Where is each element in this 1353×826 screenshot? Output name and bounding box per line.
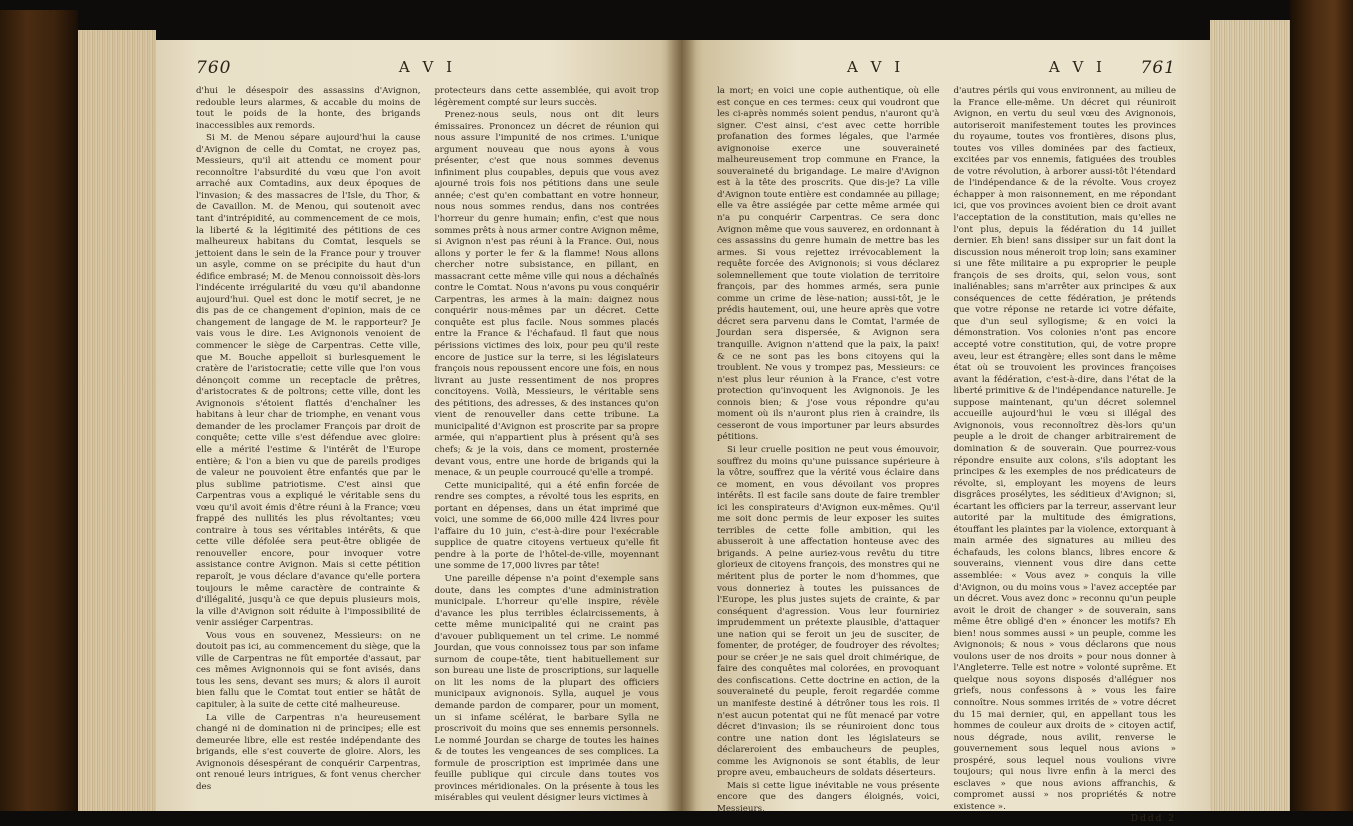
left-page [156,40,681,811]
paragraph: Vous vous en souvenez, Messieurs: on ne doutoit pas ici, au commencement du siège, que la ville de Carpentras ne fût emportée d'assaut, par ces mêmes Avignonnois qui se font avisés, dans tous les sens, devant ses murs; & alors il auroit bien fallu que le Comtat tout entier se hâtât de capituler, à la suite de cette cité malheureuse. [196,630,421,710]
running-head-right [717,58,1176,82]
right-page [681,40,1210,825]
paragraph: Si leur cruelle position ne peut vous émouvoir, souffrez du moins qu'une puissance supérieure à la vôtre, souffrez que la vérité vous éclaire dans ce moment, en vous dévoilant vos propres intérêts. Il est facile sans doute de faire trembler ici les conspirateurs d'Avignon eux-mêmes. Qu'il me soit donc permis de leur exposer les suites terribles de cette folle ambition, qui les abusseroit à une affectation honteuse avec des brigands. A peine auriez-vous revêtu du titre glorieux de citoyens françois, des monstres qui ne méritent plus de porter le nom d'hommes, que vous donneriez à toutes les puissances de l'Europe, les plus justes sujets de crainte, & par conséquent d'agression. Vous leur fourniriez imprudemment un prétexte plausible, d'attaquer une nation qui se feroit un jeu de susciter, de fomenter, de protéger, de foudroyer des révoltes; pour se créer je ne sais quel droit chimérique, de faire des conquêtes mal colorées, en provoquant des confiscations. Cette doctrine en action, de la souveraineté du peuple, feroit regardée comme un manifeste destiné à détrôner tous les rois. Il n'est aucun potentat qui ne fût menacé par votre décret d'invasion; ils se réuniroient donc tous contre une nation dont les législateurs se déclareroient des embaucheurs de peuples, comme les Avignonois se sont établis, de leur propre aveu, embaucheurs de soldats déserteurs. [717,444,940,779]
right-page-columns [717,86,1176,826]
right-column-1 [717,86,940,826]
book-gutter [666,40,696,811]
book-cover-right [1290,0,1353,811]
paragraph: protecteurs dans cette assemblée, qui avoit trop légèrement compté sur leurs succès. [434,86,659,108]
paragraph: Une pareille dépense n'a point d'exemple sans doute, dans les comptes d'une administration municipale. L'horreur qu'elle inspire, révèle d'avance les plus terribles éclaircissements, à cette même municipalité qui ne craint pas d'avouer publiquement un tel crime. Le nommé Jourdan, que vous connoissez tous par son infame surnom de coupe-tête, tient habituellement sur son bureau une liste de proscriptions, sur laquelle on lit les noms de la plupart des officiers municipaux avignonois. Sylla, auquel je vous demande pardon de comparer, pour un moment, un si infame scélérat, le barbare Sylla ne proscrivoit du moins que ses ennemis personnels. Le nommé Jourdan se charge de toutes les haines & de toutes les vengeances de ses complices. La formule de proscription est imprimée dans une feuille publique qui circule dans toutes vos provinces méridionales. On la présente à tous les misérables qui veulent désigner leurs victimes à [434,573,659,804]
left-column-1 [196,86,421,805]
paragraph: Mais si cette ligue inévitable ne vous présente encore que des dangers éloignés, voici, Messieurs, [717,780,940,814]
page-number-right: 761 [1140,58,1176,78]
page-edges-left [78,30,156,811]
left-page-columns [196,86,659,805]
book-cover-left [0,10,78,811]
paragraph: la mort; en voici une copie authentique, où elle est conçue en ces termes: ceux qui voudront que les ci-après nommés soient pendus, n'auront qu'à signer. C'est ainsi, c'est avec cette horrible profanation des formes légales, que l'armée avignonoise exerce une souveraineté malheureusement trop commune en France, la souveraineté du brigandage. Le maire d'Avignon est à la tête des proscrits. Que dis-je? La ville d'Avignon toute entière est condamnée au pillage; elle va être assiégée par cette même armée qui n'a pu conquérir Carpentras. Ce sera donc Avignon même que vous sauverez, en ordonnant à ces assassins du genre humain de mettre bas les armes. Si vous rejettez irrévocablement la requête forcée des Avignonois; si vous déclarez solemnellement que toute violation de territoire françois, par des hommes armés, sera punie comme un crime de lèse-nation; aussi-tôt, je le prédis hautement, oui, une heure après que votre décret sera parvenu dans le Comtat, l'armée de Jourdan sera dispersée, & Avignon sera tranquille. Avignon n'attend que la paix, la paix! & ce ne sont pas les bons citoyens qui la troublent. Ne vous y trompez pas, Messieurs: ce n'est plus leur réunion à la France, c'est votre protection qu'invoquent les Avignonois. Je les connois bien; & j'ose vous répondre qu'au moment où ils n'auront plus rien à craindre, ils cesseront de vous importuner par leurs absurdes pétitions. [717,86,940,443]
paragraph: Prenez-nous seuls, nous ont dit leurs émissaires. Prononcez un décret de réunion qui nous assure l'impunité de nos crimes. L'unique argument nouveau que nous ayons à vous présenter, c'est que nous sommes devenus infiniment plus coupables, depuis que vous avez ajourné trois fois nos pétitions dans une seule année; c'est qu'en combattant en votre honneur, nous nous sommes rendus, dans nos contrées l'horreur du genre humain; enfin, c'est que nous sommes prêts à nous armer contre Avignon même, si Avignon n'est pas réuni à la France. Oui, nous allons y porter le fer & la flamme! Nous allons chercher notre subsistance, en pillant, en massacrant cette même ville qui nous a déchaînés contre le Comtat. Nous n'avons pu vous conquérir Carpentras, les armes à la main: daignez nous conquérir nous-mêmes par un décret. Cette conquête est plus facile. Nous sommes placés entre la France & l'échafaud. Il faut que nous périssions victimes des loix, pour peu qu'il reste encore de justice sur la terre, si les législateurs françois nous repoussent encore une fois, en nous livrant au juste ressentiment de nos propres concitoyens. Voilà, Messieurs, le véritable sens des pétitions, des adresses, & des instances qu'on vient de renouveller dans cette tribune. La municipalité d'Avignon est proscrite par sa propre armée, qui n'appartient plus à présent qu'à ses chefs; & je la vois, dans ce moment, prosternée devant vous, entre une horde de brigands qui la menace, & un peuple courroucé qu'elle a trompé. [434,110,659,479]
running-title-left: A V I [398,58,457,76]
left-column-2 [435,86,660,805]
page-edges-right [1210,20,1290,811]
paragraph: d'autres périls qui vous environnent, au milieu de la France elle-même. Un décret qui réuniroit Avignon, en vertu du seul vœu des Avignonois, autoriseroit manifestement toutes les provinces du royaume, toutes vos frontières, disons plus, toutes vos villes dominées par des factieux, excitées par vos ennemis, fatiguées des troubles de votre révolution, à arborer aussi-tôt l'étendard de l'indépendance & de la révolte. Vous croyez échapper à mon raisonnement, en me répondant ici, que vos provinces avoient bien ce droit avant l'acceptation de la constitution, mais qu'elles ne l'ont plus, depuis la fédération du 14 juillet dernier. Eh bien! sans dissiper sur un fait dont la discussion nous méneroit trop loin; sans examiner si une fête militaire a pu exproprier le peuple françois de ses droits, qui, selon vous, sont inaliénables; sans m'arrêter aux principes & aux conséquences de cette fédération, je prétends que votre réponse ne retarde ici votre défaite, que d'un seul syllogisme; & en voici la démonstration. Vos colonies n'ont pas encore accepté votre constitution, qui, de votre propre aveu, leur est étrangère; elles sont dans le même état où se trouvoient les provinces françoises avant la fédération, c'est-à-dire, dans l'état de la liberté primitive & de l'indépendance naturelle. Je suppose maintenant, qu'un décret solemnel accueille aujourd'hui le vœu si illégal des Avignonois, vous reconnoîtrez dès-lors qu'un peuple a le droit de changer arbitrairement de domination & de souverain. Que pourrez-vous répondre ensuite aux colons, s'ils adoptant les principes & les exemples de nos prédicateurs de révolte, si, employant les moyens de leurs disgrâces prosélytes, les séditieux d'Avignon; si, écartant les officiers par la terreur, asservant leur autorité par la multitude des émigrations, étouffant les plaintes par la violence, extorquant à main armée des signatures au milieu des échafauds, les colons blancs, libres encore & souverains, viennent vous dire dans cette assemblée: « Vous avez » conquis la ville d'Avignon, ou du moins vous » l'avez acceptée par un décret. Vous avez donc » reconnu qu'un peuple avoit le droit de changer » de souverain, sans même être obligé d'en » énoncer les motifs? Eh bien! nous sommes aussi » un peuple, comme les Avignonois; & nous » vous déclarons que nous voulons user de nos droits » pour nous donner à l'Angleterre. Telle est notre » volonté suprême. Et quelque nous soyons disposés d'alléguer nos griefs, nous confessons à » vous les faire connoître. Nous sommes irrités de » votre décret du 15 mai dernier, qui, en appellant tous les hommes de couleur aux droits de » citoyen actif, nous dégrade, nous avilit, renverse le gouvernement sous lequel nous avions » prospéré, sous lequel nous voulions vivre toujours; qui nous livre enfin à la merci des esclaves » que nous avions affranchis, & compromet aussi » nos propriétés & notre existence ». [953,86,1176,812]
signature-mark: Dddd 2 [1130,814,1176,825]
paragraph: Cette municipalité, qui a été enfin forcée de rendre ses comptes, a révolté tous les esprits, en portant en dépenses, dans un état imprimé que voici, une somme de 66,000 mille 424 livres pour l'affaire du 10 juin, c'est-à-dire pour l'exécrable supplice de quatre citoyens vertueux qu'elle fit pendre à la porte de l'hôtel-de-ville, moyennant une somme de 17,000 livres par tête! [434,480,659,572]
running-head-left [196,58,659,82]
right-column-2 [954,86,1177,826]
running-title-right-left: A V I [847,58,905,76]
paragraph: d'hui le désespoir des assassins d'Avignon, redouble leurs alarmes, & accable du moins de tout le poids de la honte, des brigands inaccessibles aux remords. [196,86,421,131]
paragraph: Si M. de Menou sépare aujourd'hui la cause d'Avignon de celle du Comtat, ne croyez pas, Messieurs, qu'il ait attendu ce moment pour reconnoître l'absurdité du vœu que l'on avoit arraché aux Comtadins, aux deux époques de l'invasion; & des massacres de l'Isle, du Thor, & de Cavaillon. M. de Menou, qui soutenoit avec tant d'intrépidité, au commencement de ce mois, la liberté & la légitimité des pétitions de ces malheureux habitans du Comtat, lesquels se jettoient dans le sein de la France pour y trouver un asyle, comme on se précipite du haut d'un édifice embrasé; M. de Menou connoissoit dès-lors l'indécente irrégularité du vœu qu'il abandonne aujourd'hui. Quel est donc le motif secret, je ne dis pas de ce changement d'opinion, mais de ce changement de langage de M. le rapporteur? Je vais vous le dire. Les Avignonois venoient de commencer le siège de Carpentras. Cette ville, que M. Bouche appelloit si burlesquement le cratère de l'aristocratie; cette ville que l'on vous dénonçoit comme un receptacle de prêtres, d'aristocrates & de poltrons; cette ville, dont les Avignonois s'étoient flattés d'enchaîner les habitans à leur char de triomphe, en venant vous demander de les proclamer François par droit de conquête; cette ville s'est défendue avec gloire: elle a mérité l'estime & l'intérêt de l'Europe entière; & l'on a bien vu que de pareils prodiges de valeur ne pouvoient être enfantés que par le plus sublime patriotisme. C'est ainsi que Carpentras vous a expliqué le véritable sens du vœu qu'il avoit émis d'être réuni à la France; vœu frappé des nullités les plus révoltantes; vœu contraire à tous ses véritables intérêts, & que cette ville défolée sera peut-être obligée de renouveller encore, pour invoquer votre assistance contre Avignon. Mais si cette pétition reparoît, je vous déclare d'avance qu'elle portera toujours le même caractère de contrainte & d'illégalité, jusqu'à ce que depuis plusieurs mois, la ville d'Avignon soit réduite à l'impossibilité de venir assiéger Carpentras. [196,133,421,629]
page-number-left: 760 [196,58,232,78]
running-title-right-right: A V I [1048,58,1106,76]
paragraph: La ville de Carpentras n'a heureusement changé ni de domination ni de principes; elle est demeurée libre, elle est restée indépendante des brigands, elle s'est couverte de gloire. Alors, les Avignonois désespérant de conquérir Carpentras, ont renoué leurs intrigues, & font venus chercher des [196,712,421,792]
